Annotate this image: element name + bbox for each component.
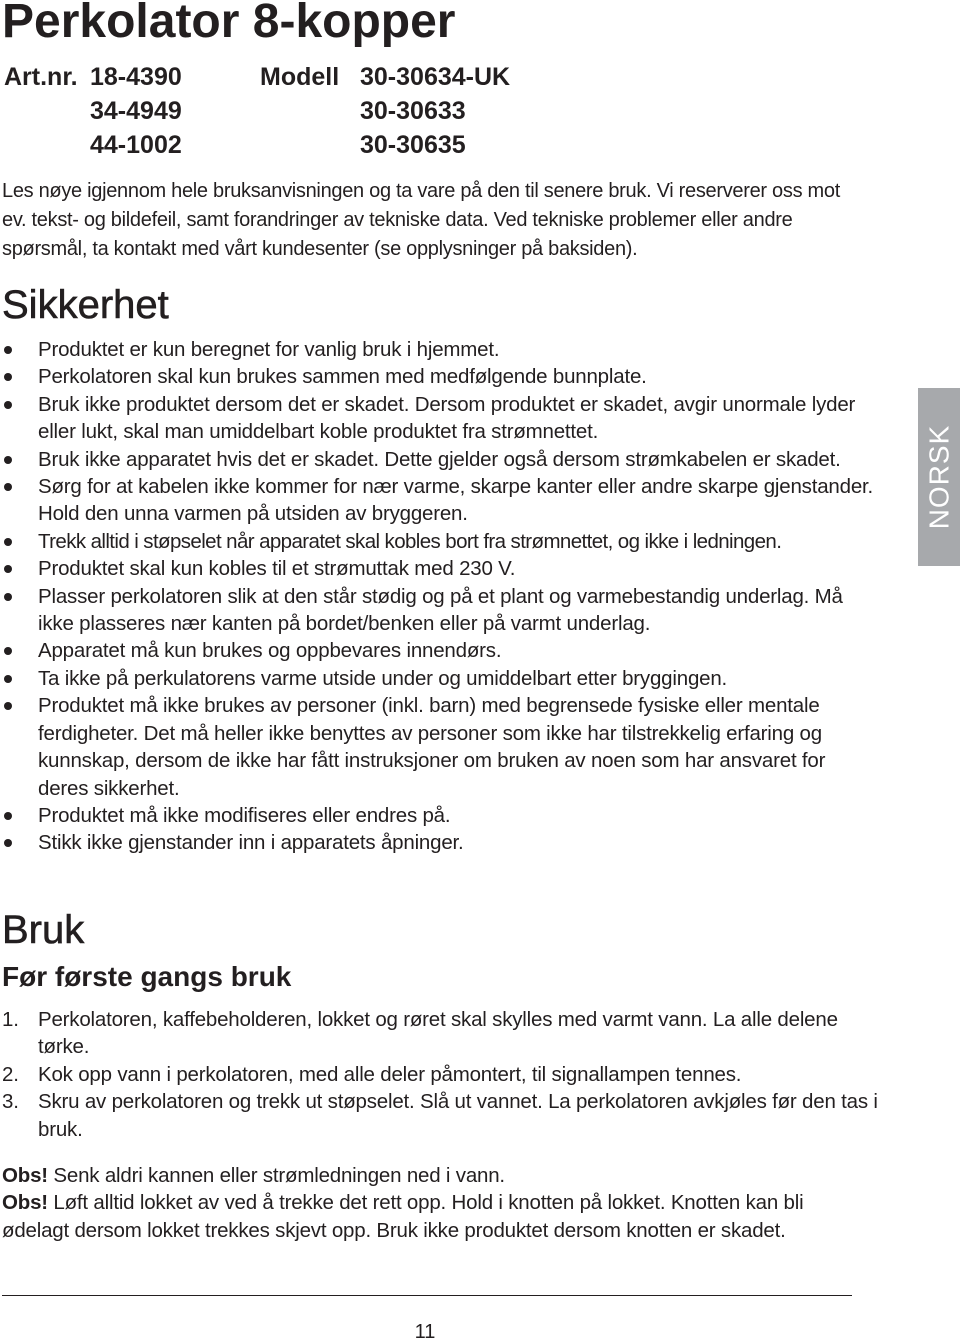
art-nr-value: 34-4949	[90, 97, 182, 125]
page-title: Perkolator 8-kopper	[2, 0, 456, 48]
usage-subheading: Før første gangs bruk	[2, 961, 292, 992]
step-number: 1.	[2, 1008, 19, 1031]
step-text: Skru av perkolatoren og trekk ut støpselet. Slå ut vannet. La perkolatoren avkjøles før den tas i bruk.	[38, 1090, 878, 1141]
page-number: 11	[414, 1321, 436, 1343]
list-item: Produktet må ikke modifiseres eller endres på.	[0, 802, 880, 829]
footer-divider	[2, 1295, 852, 1296]
notes	[2, 1162, 822, 1244]
list-item: Plasser perkolatoren slik at den står stødig og på et plant og varmebestandig underlag. Må ikke plasseres nær kanten på bordet/benken eller på varmt underlag.	[0, 583, 880, 638]
step-text: Perkolatoren, kaffebeholderen, lokket og røret skal skylles med varmt vann. La alle delene tørke.	[38, 1008, 838, 1059]
list-item: Sørg for at kabelen ikke kommer for nær varme, skarpe kanter eller andre skarpe gjenstander. Hold den unna varmen på utsiden av bryggeren.	[0, 473, 880, 528]
step-text: Kok opp vann i perkolatoren, med alle deler påmontert, til signallampen tennes.	[38, 1062, 742, 1086]
art-nr-value: 18-4390	[90, 63, 182, 91]
language-tab-label: NORSK	[923, 424, 955, 530]
list-item: Apparatet må kun brukes og oppbevares innendørs.	[0, 637, 880, 664]
step-number: 2.	[2, 1062, 19, 1086]
list-item	[0, 1088, 880, 1143]
model-value: 30-30634-UK	[360, 63, 511, 91]
language-tab	[918, 388, 960, 566]
model-value: 30-30635	[360, 131, 466, 159]
model-label: Modell	[260, 63, 340, 91]
safety-heading: Sikkerhet	[2, 283, 169, 327]
art-nr-value: 44-1002	[90, 131, 182, 159]
list-item: Ta ikke på perkulatorens varme utside under og umiddelbart etter bryggingen.	[0, 665, 880, 692]
list-item: Bruk ikke produktet dersom det er skadet. Dersom produktet er skadet, avgir unormale lyder eller lukt, skal man umiddelbart koble produktet fra strømnettet.	[0, 391, 880, 446]
note	[2, 1162, 822, 1189]
art-nr-label: Art.nr.	[4, 63, 78, 91]
note	[2, 1189, 822, 1244]
list-item: Produktet er kun beregnet for vanlig bruk i hjemmet.	[0, 336, 880, 363]
list-item: Trekk alltid i støpselet når apparatet skal kobles bort fra strømnettet, og ikke i ledningen.	[0, 528, 880, 555]
note-label: Obs!	[2, 1191, 48, 1215]
steps-list	[0, 1006, 880, 1143]
note-label: Obs!	[2, 1164, 48, 1187]
list-item: Bruk ikke apparatet hvis det er skadet. Dette gjelder også dersom strømkabelen er skadet.	[0, 446, 880, 473]
note-text: Senk aldri kannen eller strømledningen ned i vann.	[47, 1164, 505, 1187]
step-number: 3.	[2, 1090, 19, 1114]
usage-heading: Bruk	[2, 908, 85, 952]
intro-paragraph: Les nøye igjennom hele bruksanvisningen og ta vare på den til senere bruk. Vi reserverer oss mot ev. tekst- og bildefeil, samt forandringer av tekniske data. Ved tekniske problemer eller andre spørsmål, ta kontakt med vårt kundesenter (se opplysninger på baksiden).	[2, 180, 840, 260]
list-item: Stikk ikke gjenstander inn i apparatets åpninger.	[0, 829, 880, 856]
list-item: Perkolatoren skal kun brukes sammen med medfølgende bunnplate.	[0, 363, 880, 390]
list-item: Produktet må ikke brukes av personer (inkl. barn) med begrensede fysiske eller mentale ferdigheter. Det må heller ikke benyttes av personer som ikke har tilstrekkelig erfaring og kunnskap, dersom de ikke har fått instruksjoner om bruken av noen som har ansvaret for deres sikkerhet.	[0, 692, 880, 802]
model-value: 30-30633	[360, 97, 466, 125]
list-item: Produktet skal kun kobles til et strømuttak med 230 V.	[0, 555, 880, 582]
list-item	[0, 1061, 880, 1088]
note-text: Løft alltid lokket av ved å trekke det rett opp. Hold i knotten på lokket. Knotten kan bli ødelagt dersom lokket trekkes skjevt opp. Bruk ikke produktet dersom knotten er skadet.	[2, 1191, 804, 1242]
safety-list	[0, 336, 880, 857]
list-item	[0, 1006, 880, 1061]
article-number-table	[4, 60, 540, 162]
